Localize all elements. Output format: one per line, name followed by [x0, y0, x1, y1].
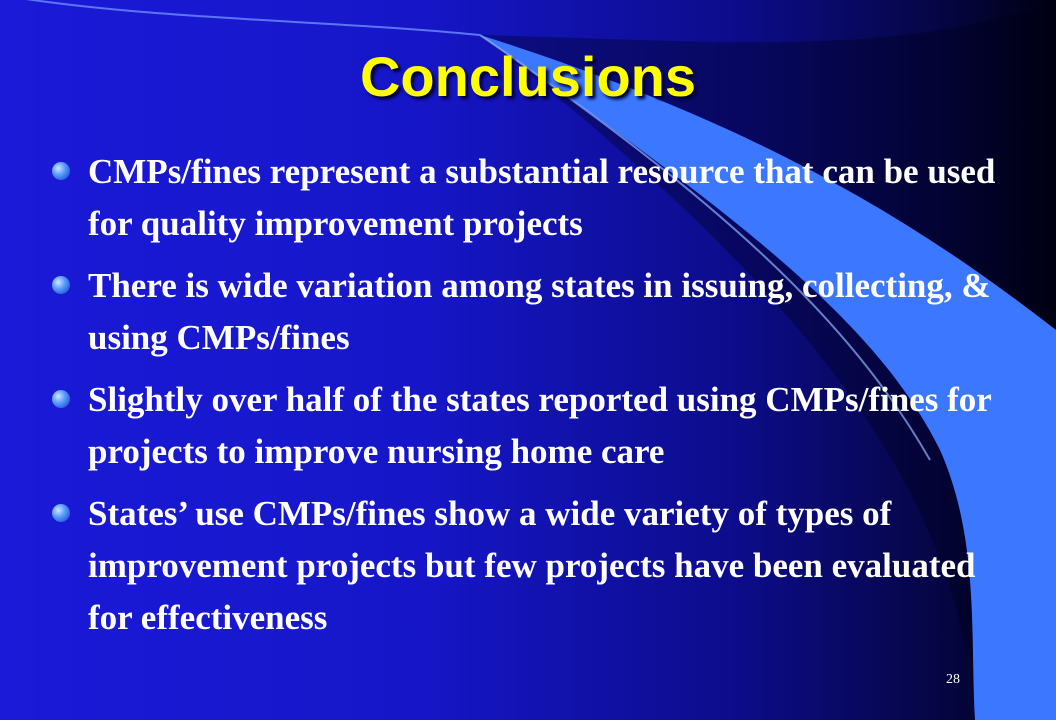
bullet-item [48, 146, 998, 250]
slide-title: Conclusions [359, 45, 697, 108]
bullet-item [48, 374, 998, 478]
bullet-text: CMPs/fines represent a substantial resource that can be used for quality improvement projects [88, 152, 996, 243]
bullet-dot-icon [52, 162, 70, 180]
page-number: 28 [946, 672, 960, 687]
bullet-item [48, 488, 998, 644]
arc-line [0, 0, 480, 35]
bullet-text: There is wide variation among states in issuing, collecting, & using CMPs/fines [88, 266, 991, 357]
bullet-item [48, 260, 998, 364]
bullet-list [48, 146, 998, 654]
bullet-text: States’ use CMPs/fines show a wide variety of types of improvement projects but few projects have been evaluated for effectiveness [88, 494, 976, 637]
bullet-dot-icon [52, 504, 70, 522]
bullet-text: Slightly over half of the states reported using CMPs/fines for projects to improve nursing home care [88, 380, 992, 471]
bullet-dot-icon [52, 390, 70, 408]
bullet-dot-icon [52, 276, 70, 294]
